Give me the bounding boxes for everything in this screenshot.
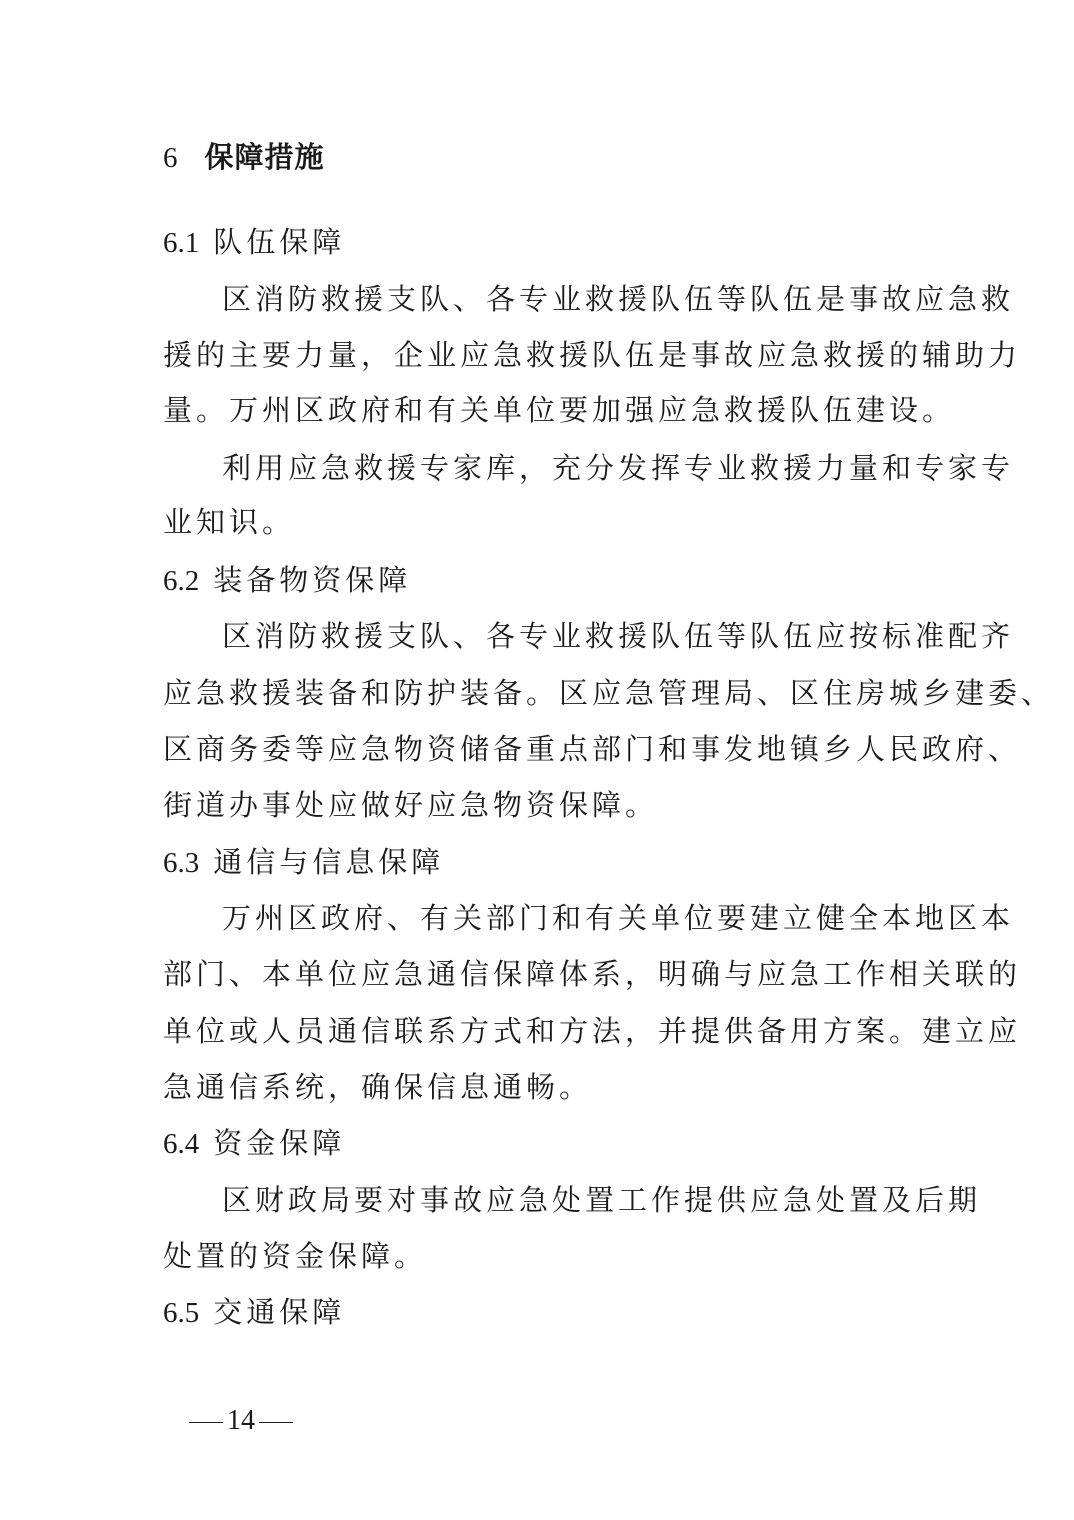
paragraph-line: 业知识。 [163,505,296,539]
paragraph-line: 量。万州区政府和有关单位要加强应急救援队伍建设。 [163,393,956,427]
subsection-number: 6.1 [163,227,200,259]
subsection-heading [163,842,444,883]
subsection-heading [163,222,345,263]
section-title: 保障措施 [204,140,325,174]
page-footer [185,1403,297,1439]
subsection-heading [163,1292,345,1333]
subsection-number: 6.4 [163,1128,200,1160]
subsection-title: 队伍保障 [213,225,346,259]
subsection-heading [163,560,411,601]
paragraph-line: 区财政局要对事故应急处置工作提供应急处置及后期 [222,1183,982,1217]
paragraph-line: 急通信系统，确保信息通畅。 [163,1070,593,1104]
subsection-title: 交通保障 [213,1295,346,1329]
footer-dash-left [189,1422,223,1423]
paragraph-line: 处置的资金保障。 [163,1239,428,1273]
subsection-number: 6.2 [163,565,200,597]
paragraph-line: 援的主要力量，企业应急救援队伍是事故应急救援的辅助力 [163,338,1022,372]
subsection-title: 装备物资保障 [213,563,412,597]
paragraph-line: 应急救援装备和防护装备。区应急管理局、区住房城乡建委、 [163,676,1055,710]
paragraph-line: 万州区政府、有关部门和有关单位要建立健全本地区本 [222,901,1015,935]
subsection-number: 6.5 [163,1297,200,1329]
subsection-number: 6.3 [163,847,200,879]
section-number: 6 [163,142,179,174]
subsection-title: 资金保障 [213,1126,346,1160]
footer-dash-right [259,1422,293,1423]
page-number: 14 [227,1405,255,1436]
paragraph-line: 区消防救援支队、各专业救援队伍等队伍应按标准配齐 [222,619,1015,653]
section-heading [163,137,325,178]
subsection-title: 通信与信息保障 [213,845,445,879]
paragraph-line: 单位或人员通信联系方式和方法，并提供备用方案。建立应 [163,1014,1022,1048]
paragraph-line: 区商务委等应急物资储备重点部门和事发地镇乡人民政府、 [163,732,1022,766]
paragraph-line: 区消防救援支队、各专业救援队伍等队伍是事故应急救 [222,282,1015,316]
paragraph-line: 街道办事处应做好应急物资保障。 [163,788,659,822]
paragraph-line: 利用应急救援专家库，充分发挥专业救援力量和专家专 [222,451,1015,485]
subsection-heading [163,1123,345,1164]
paragraph-line: 部门、本单位应急通信保障体系，明确与应急工作相关联的 [163,957,1022,991]
